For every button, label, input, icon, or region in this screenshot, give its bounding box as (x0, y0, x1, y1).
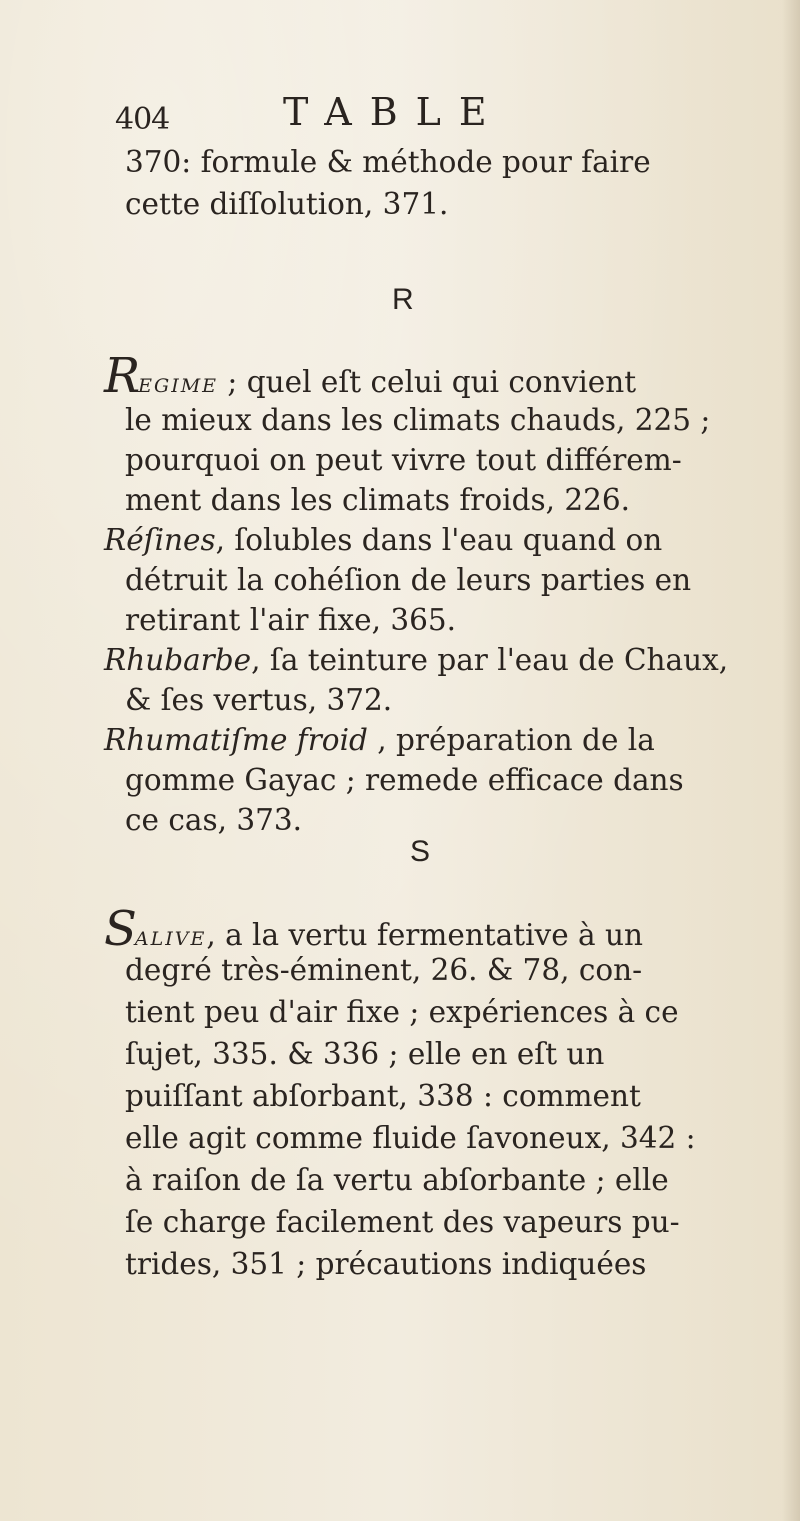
entry-rhumatisme-line-3: ce cas, 373. (125, 803, 303, 837)
entry-rhubarbe-rest: , ſa teinture par l'eau de Chaux, (251, 643, 729, 677)
entry-rhubarbe-line-2: & ſes vertus, 372. (125, 683, 393, 717)
dropcap-r: R (104, 348, 139, 404)
entry-resines (104, 523, 662, 557)
entry-rhumatisme-rest: , préparation de la (367, 723, 655, 757)
section-letter-s: S (410, 835, 431, 868)
entry-resines-line-2: détruit la cohéſion de leurs parties en (125, 563, 692, 597)
entry-rhumatisme (104, 723, 655, 757)
entry-salive-line-2: degré très-éminent, 26. & 78, con- (125, 953, 643, 987)
page-number: 404 (115, 102, 170, 137)
entry-salive-line-3: tient peu d'air fixe ; expériences à ce (125, 995, 679, 1029)
headword-rhumatisme: Rhumatiſme froid (104, 723, 368, 757)
entry-resines-rest: , ſolubles dans l'eau quand on (215, 523, 663, 557)
page-header (115, 78, 715, 138)
page-edge-shadow (782, 0, 800, 1521)
entry-salive-line-6: elle agit comme fluide ſavoneux, 342 : (125, 1121, 696, 1155)
headword-regime: EGIME (138, 375, 219, 397)
continuation-line-1: 370: formule & méthode pour faire (125, 145, 651, 179)
entry-salive (104, 901, 644, 957)
headword-resines: Réſines (104, 523, 216, 557)
running-title: TABLE (283, 90, 505, 134)
entry-regime-rest: ; quel eſt celui qui convient (218, 365, 637, 399)
entry-regime-line-2: le mieux dans les climats chauds, 225 ; (125, 403, 711, 437)
entry-rhumatisme-line-2: gomme Gayac ; remede efficace dans (125, 763, 684, 797)
entry-salive-line-9: trides, 351 ; précautions indiquées (125, 1247, 647, 1281)
entry-salive-line-5: puiſſant abſorbant, 338 : comment (125, 1079, 641, 1113)
dropcap-s: S (104, 901, 135, 957)
entry-salive-rest: , a la vertu fermentative à un (206, 918, 644, 952)
entry-salive-line-8: ſe charge facilement des vapeurs pu- (125, 1205, 680, 1239)
entry-resines-line-3: retirant l'air fixe, 365. (125, 603, 457, 637)
entry-salive-line-7: à raiſon de ſa vertu abſorbante ; elle (125, 1163, 669, 1197)
headword-rhubarbe: Rhubarbe (104, 643, 252, 677)
continuation-line-2: cette diſſolution, 371. (125, 187, 449, 221)
headword-salive: ALIVE (134, 928, 207, 950)
entry-regime-line-3: pourquoi on peut vivre tout différem- (125, 443, 682, 477)
entry-regime-line-4: ment dans les climats froids, 226. (125, 483, 631, 517)
entry-regime (104, 348, 637, 404)
entry-salive-line-4: ſujet, 335. & 336 ; elle en eſt un (125, 1037, 605, 1071)
section-letter-r: R (392, 283, 414, 316)
entry-rhubarbe (104, 643, 728, 677)
